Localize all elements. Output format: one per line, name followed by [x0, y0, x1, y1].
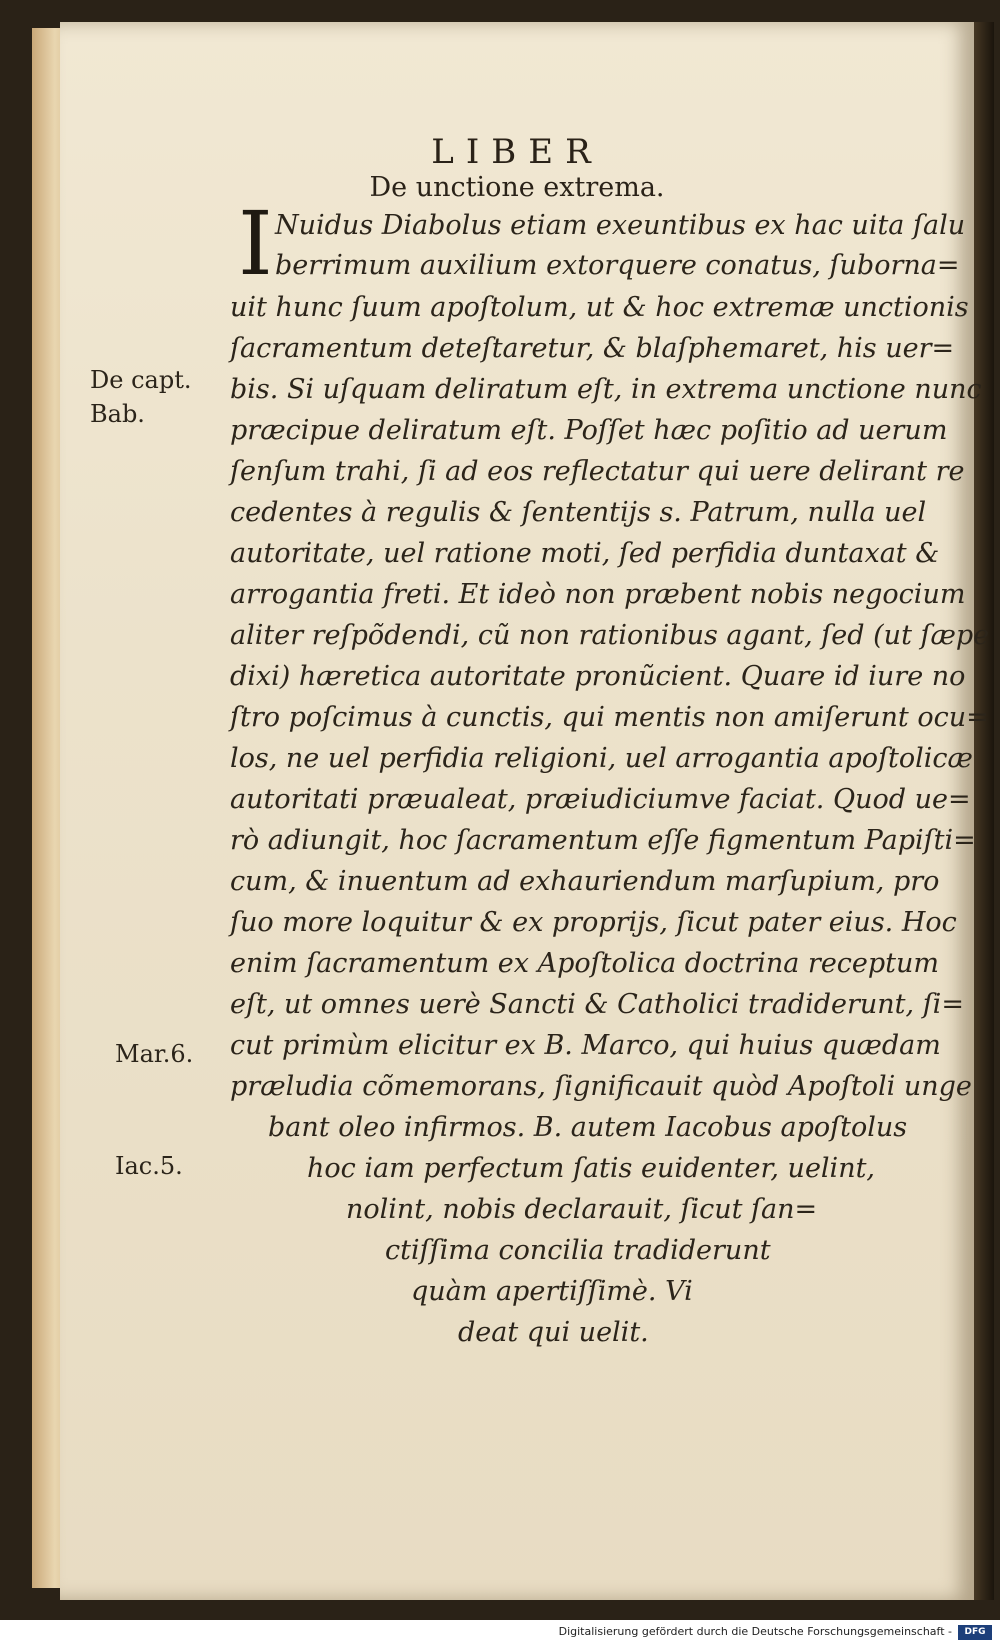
margin-note-de-capt: De capt. [90, 366, 192, 394]
text-line: cut primùm elicitur ex B. Marco, qui huius quædam [230, 1030, 941, 1061]
text-line: los, ne uel perfidia religioni, uel arrogantia apoſtolicæ [230, 743, 973, 774]
text-line: ſuo more loquitur & ex proprijs, ſicut pater eius. Hoc [230, 907, 957, 938]
text-line: præludia cõmemorans, ſignificauit quòd Apoſtoli unge [230, 1071, 972, 1102]
footer-bar [0, 1620, 1000, 1645]
text-line: aliter reſpõdendi, cũ non rationibus agant, ſed (ut ſæpe [230, 620, 990, 651]
margin-note-iac: Iac.5. [115, 1152, 183, 1180]
margin-note-mar: Mar.6. [115, 1040, 194, 1068]
text-line: præcipue deliratum eſt. Poſſet hæc poſitio ad uerum [230, 415, 948, 446]
text-line: ſenſum trahi, ſi ad eos reflectatur qui uere delirant re [230, 456, 965, 487]
text-line: bant oleo infirmos. B. autem Iacobus apoſtolus [268, 1112, 908, 1143]
text-line: deat qui uelit. [458, 1317, 649, 1348]
text-line: Nuidus Diabolus etiam exeuntibus ex hac uita ſalu [275, 210, 966, 241]
book-edge-right [972, 22, 994, 1600]
text-line: ſtro poſcimus à cunctis, qui mentis non amiſerunt ocu= [230, 702, 989, 733]
text-line: hoc iam perfectum ſatis euidenter, uelint, [307, 1153, 876, 1184]
text-line: enim ſacramentum ex Apoſtolica doctrina receptum [230, 948, 940, 979]
text-line: autoritate, uel ratione moti, ſed perfidia duntaxat & [230, 538, 940, 569]
text-line: bis. Si uſquam deliratum eſt, in extrema unctione nunc [230, 374, 982, 405]
text-line: ctiſſima concilia tradiderunt [385, 1235, 771, 1266]
margin-note-bab: Bab. [90, 400, 145, 428]
text-line: rò adiungit, hoc ſacramentum eſſe figmentum Papiſti= [230, 825, 976, 856]
footer-funding-text: Digitalisierung gefördert durch die Deutsche Forschungsgemeinschaft - [558, 1625, 952, 1638]
dfg-logo-icon: DFG [958, 1625, 992, 1640]
drop-cap: I [238, 192, 273, 295]
page-header: LIBER [431, 132, 603, 172]
text-line: nolint, nobis declarauit, ſicut ſan= [346, 1194, 818, 1225]
text-line: arrogantia freti. Et ideò non præbent nobis negocium [230, 579, 966, 610]
text-line: dixi) hæretica autoritate pronũcient. Quare id iure no [230, 661, 966, 692]
text-line: uit hunc ſuum apoſtolum, ut & hoc extremæ unctionis [230, 292, 969, 323]
text-line: ſacramentum deteſtaretur, & blaſphemaret, his uer= [230, 333, 955, 364]
text-line: quàm apertiſſimè. Vi [411, 1276, 693, 1307]
text-line: cum, & inuentum ad exhauriendum marſupium, pro [230, 866, 940, 897]
text-line: cedentes à regulis & ſententijs s. Patrum, nulla uel [230, 497, 927, 528]
text-line: autoritati præualeat, præiudiciumve faciat. Quod ue= [230, 784, 971, 815]
text-line: eſt, ut omnes uerè Sancti & Catholici tradiderunt, ſi= [230, 989, 964, 1020]
chapter-title: De unctione extrema. [369, 172, 665, 203]
text-line: berrimum auxilium extorquere conatus, ſuborna= [275, 250, 960, 281]
book-page [60, 22, 990, 1600]
